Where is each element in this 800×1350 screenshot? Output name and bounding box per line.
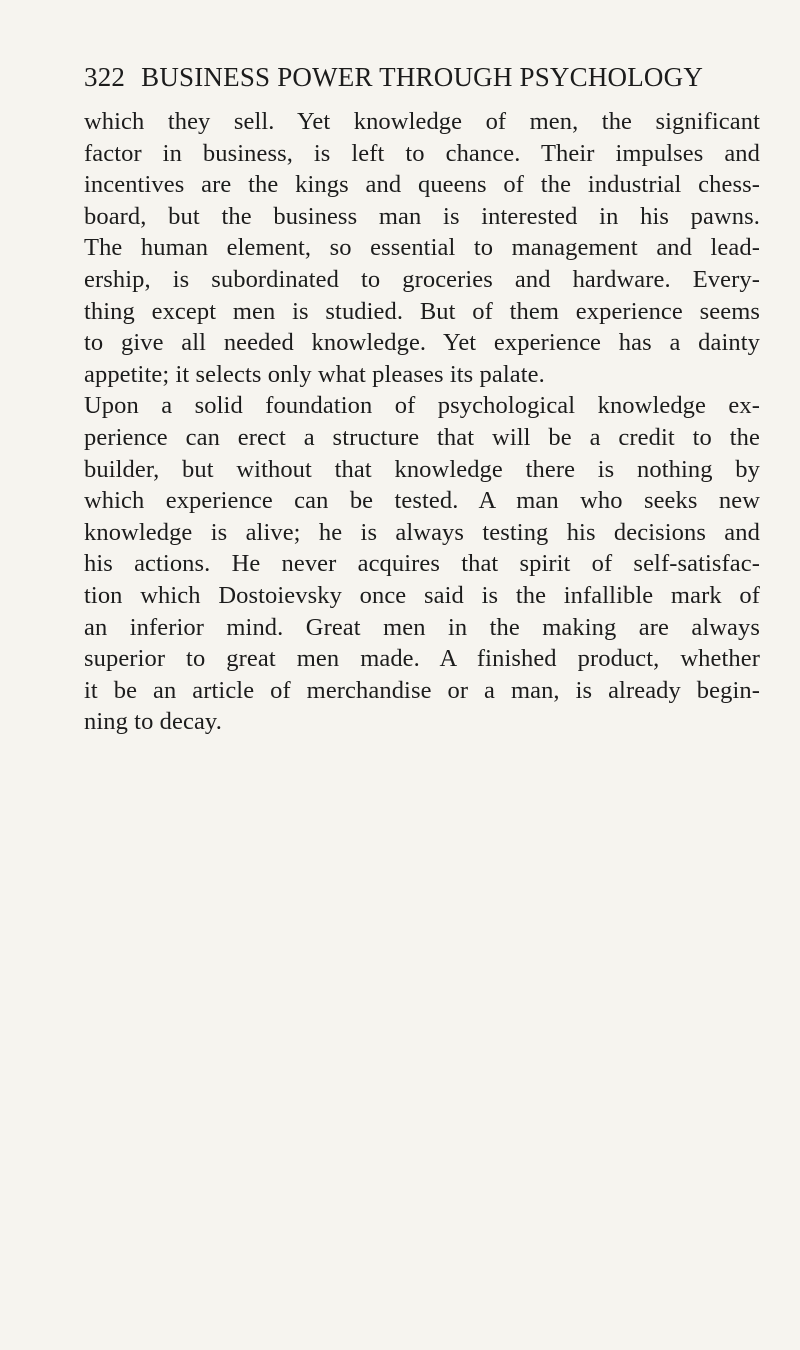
text-line: it be an article of merchandise or a man, is already begin- <box>84 676 760 704</box>
paragraph-1 <box>84 106 760 390</box>
running-head <box>84 62 760 106</box>
text-line: which experience can be tested. A man who seeks new <box>84 487 760 515</box>
text-line: tion which Dostoievsky once said is the infallible mark of <box>84 581 760 609</box>
text-line: ership, is subordinated to groceries and hardware. Every- <box>84 265 760 293</box>
paragraph-2 <box>84 390 760 738</box>
text-line: thing except men is studied. But of them experience seems <box>84 297 760 325</box>
text-line: knowledge is alive; he is always testing his decisions and <box>84 518 760 546</box>
text-line: appetite; it selects only what pleases its palate. <box>84 360 545 388</box>
text-line: incentives are the kings and queens of the industrial chess- <box>84 171 760 199</box>
page-number: 322 <box>84 62 126 92</box>
text-line: factor in business, is left to chance. Their impulses and <box>84 139 760 167</box>
body-text <box>84 106 760 738</box>
text-line: The human element, so essential to management and lead- <box>84 234 760 262</box>
text-line: builder, but without that knowledge there is nothing by <box>84 455 760 483</box>
text-line: board, but the business man is interested in his pawns. <box>84 202 760 230</box>
text-line: his actions. He never acquires that spirit of self-satisfac- <box>84 550 760 578</box>
text-line: ning to decay. <box>84 708 222 736</box>
text-line: an inferior mind. Great men in the making are always <box>84 613 760 641</box>
book-page <box>84 62 760 738</box>
text-line: perience can erect a structure that will be a credit to the <box>84 423 760 451</box>
text-line: Upon a solid foundation of psychological knowledge ex- <box>84 392 760 420</box>
text-line: which they sell. Yet knowledge of men, the significant <box>84 108 760 135</box>
text-line: to give all needed knowledge. Yet experience has a dainty <box>84 329 760 357</box>
text-line: superior to great men made. A finished product, whether <box>84 645 760 673</box>
book-title: BUSINESS POWER THROUGH PSYCHOLOGY <box>141 62 704 92</box>
